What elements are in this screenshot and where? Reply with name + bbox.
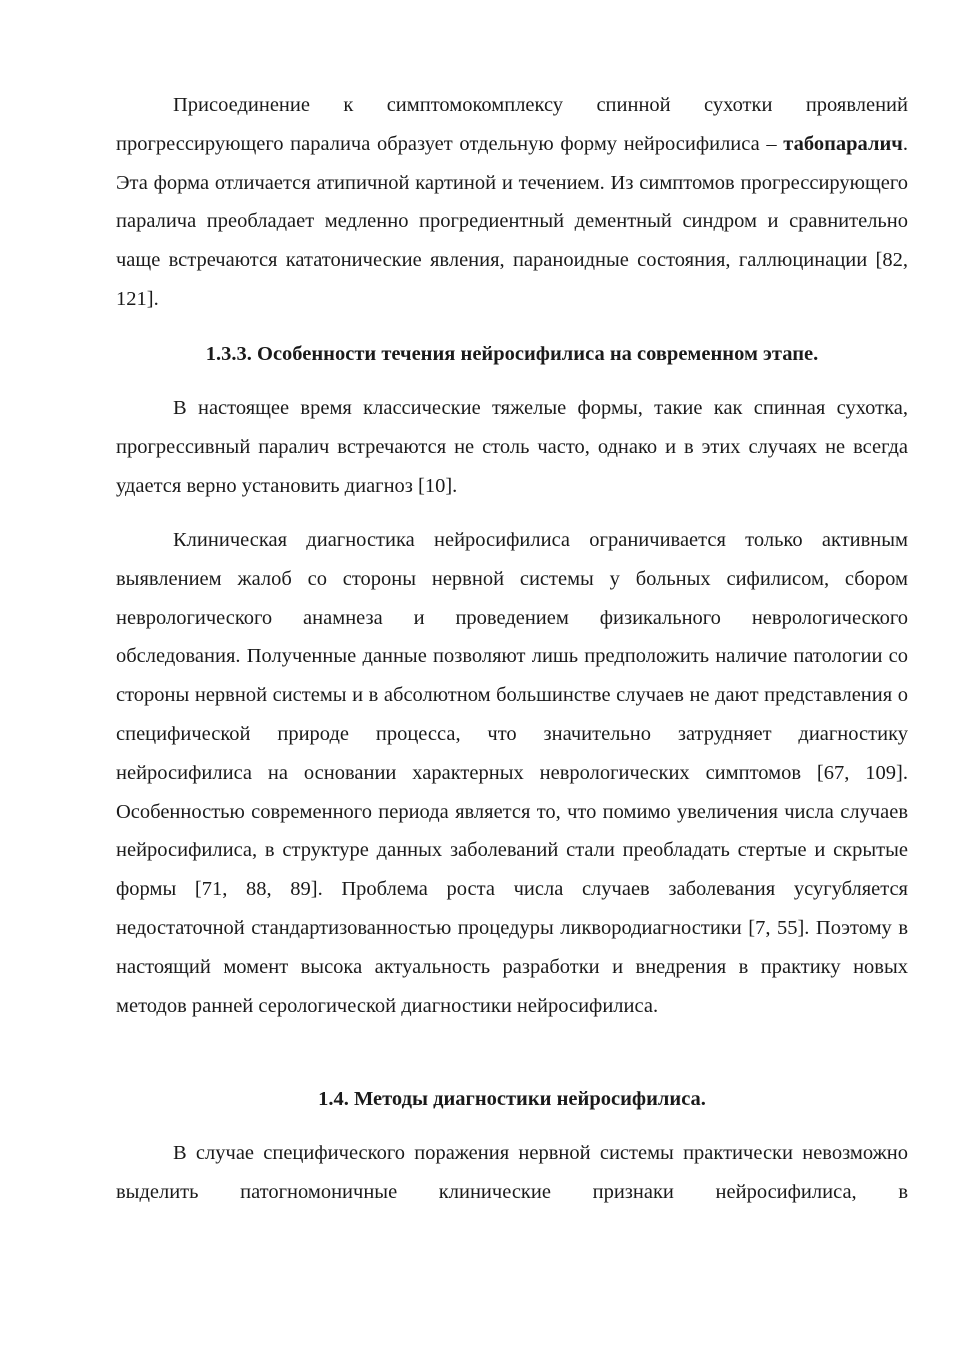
section-heading-1-4: 1.4. Методы диагностики нейросифилиса. bbox=[318, 1088, 706, 1110]
paragraph-text: . Эта форма отличается атипичной картиной и течением. Из симптомов прогрессирующего паралича преобладает медленно прогредиентный дементный синдром и сравнительно чаще встречаются кататонические явления, параноидные состояния, галлюцинации [82, 121]. bbox=[116, 132, 908, 310]
paragraph-taboparalysis bbox=[116, 86, 908, 319]
paragraph-text: Присоединение к симптомокомплексу спинной сухотки проявлений прогрессирующего паралича образует отдельную форму нейросифилиса – bbox=[116, 94, 908, 155]
paragraph-modern-forms: В настоящее время классические тяжелые формы, такие как спинная сухотка, прогрессивный паралич встречаются не столь часто, однако и в этих случаях не всегда удается верно установить диагноз [10]. bbox=[116, 397, 908, 497]
paragraph-clinical-diagnostics: Клиническая диагностика нейросифилиса ограничивается только активным выявлением жалоб со стороны нервной системы у больных сифилисом, сбором неврологического анамнеза и проведением физикального неврологического обследования. Полученные данные позволяют лишь предположить наличие патологии со стороны нервной системы и в абсолютном большинстве случаев не дают представления о специфической природе процесса, что значительно затрудняет диагностику нейросифилиса на основании характерных неврологических симптомов [67, 109]. Особенностью современного периода является то, что помимо увеличения числа случаев нейросифилиса, в структуре данных заболеваний стали преобладать стертые и скрытые формы [71, 88, 89]. Проблема роста числа случаев заболевания усугубляется недостаточной стандартизованностью процедуры ликвородиагностики [7, 55]. Поэтому в настоящий момент высока актуальность разработки и внедрения в практику новых методов ранней серологической диагностики нейросифилиса. bbox=[116, 529, 908, 1017]
section-heading-1-3-3: 1.3.3. Особенности течения нейросифилиса на современном этапе. bbox=[205, 343, 819, 365]
bold-term: табопаралич bbox=[783, 132, 903, 155]
paragraph-diagnostic-methods: В случае специфического поражения нервной системы практически невозможно выделить патогномоничные клинические признаки нейросифилиса, в bbox=[116, 1142, 908, 1203]
